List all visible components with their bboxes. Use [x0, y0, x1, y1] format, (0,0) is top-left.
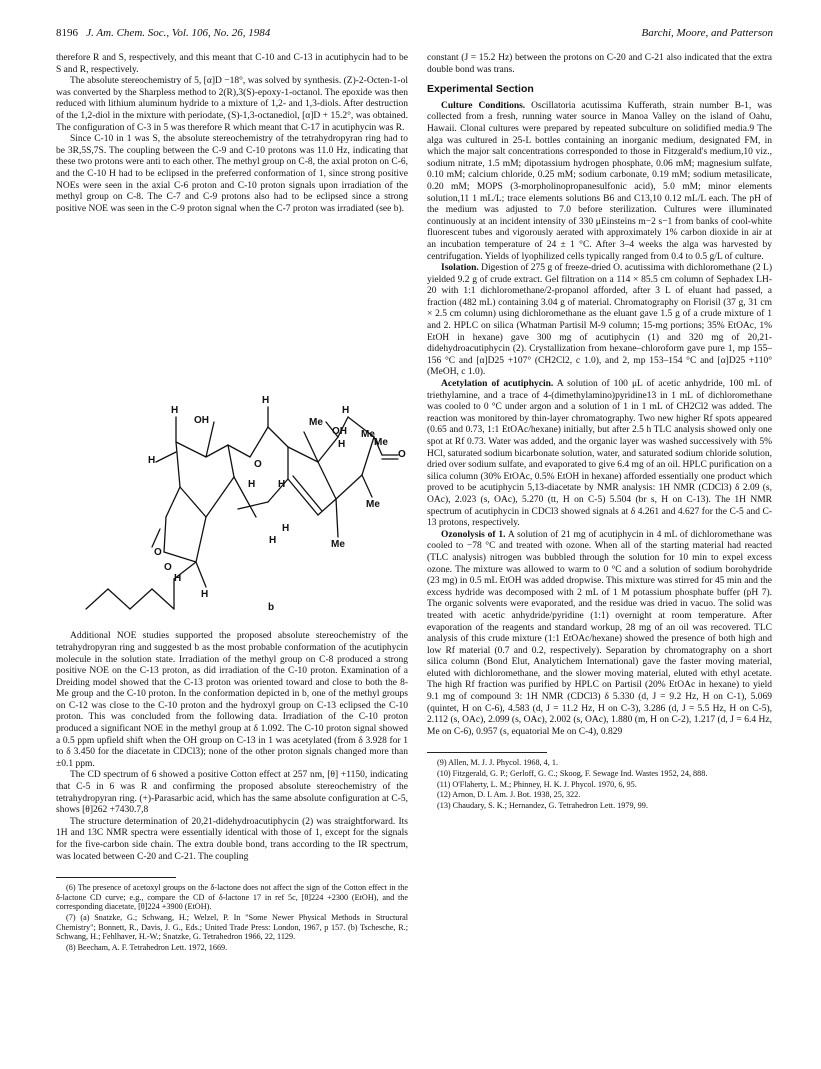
atom-label: O	[154, 547, 162, 559]
footnote: (13) Chaudary, S. K.; Hernandez, G. Tetrahedron Lett. 1979, 99.	[437, 800, 648, 810]
atom-label: Me	[309, 417, 323, 429]
footnote: (6) The presence of acetoxyl groups on the δ-lactone does not affect the sign of the Cotton effect in the δ-lactone CD curve; e.g., compare the CD of δ-lactone 17 in ref 5c, [θ]224 +2300 (EtOH), and the corresponding diacetate, [θ]224 +3900 (EtOH).	[56, 883, 408, 912]
footnote: (10) Fitzgerald, G. P.; Gerloff, G. C.; Skoog, F. Sewage Ind. Wastes 1952, 24, 888.	[437, 769, 708, 779]
footnote-rule	[56, 877, 176, 878]
right-column	[427, 53, 772, 811]
footnote: (11) O'Flaherty, L. M.; Phinney, H. K. J. Phycol. 1970, 6, 95.	[437, 779, 637, 789]
paragraph: therefore R and S, respectively, and this meant that C-10 and C-13 in acutiphycin had to be S and R, respectively.	[56, 53, 408, 75]
run-in-heading: Ozonolysis of 1.	[441, 529, 506, 540]
run-in-heading: Culture Conditions.	[441, 100, 526, 111]
atom-label: H	[248, 479, 256, 491]
atom-label: Me	[361, 429, 375, 441]
paragraph-text: Oscillatoria acutissima Kufferath, strain number B-1, was collected from a fresh, running water source in Manoa Valley on the island of Oahu, Hawaii. Clonal cultures were prepared by repeated subculture on solidified media.9 The alga was cultured in 25-L bottles containing an inorganic medium, designated FM, in which the major salt concentrations corresponded to those in Fitzgerald's medium,10 viz., sodium nitrate, 1.5 mM; dipotassium hydrogen phosphate, 0.06 mM; magnesium sulfate, 0.10 mM; calcium chloride, 0.25 mM; sodium carbonate, 0.19 mM; sodium metasilicate, 0.20 mM; MOPS (3-morpholinopropanesulfonic acid), 5.0 mM; minor elements solution,11 1 mL/L; trace elements solutions B6 and C13,10 0.12 mL/L each. The pH of the medium was adjusted to 7.0 before sterilization. Cultures were illuminated continuously at an incident intensity of 330 μEinsteins m−2 s−1 from banks of cool-white fluorescent tubes and vigorously aerated with approximately 1% carbon dioxide in air at an incubation temperature of 24 ± 1 °C. After 3–4 weeks the alga was harvested by centrifugation. Yields of lyophilized cells typically ranged from 0.4 to 0.5 g/L of culture.	[427, 100, 773, 262]
atom-label: H	[269, 535, 277, 547]
footnote: (8) Beecham, A. F. Tetrahedron Lett. 1972, 1669.	[66, 942, 228, 952]
atom-label: H	[338, 439, 346, 451]
paragraph	[427, 101, 772, 263]
atom-label: OH	[194, 415, 209, 427]
paragraph	[427, 379, 772, 530]
atom-label: O	[164, 562, 172, 574]
paragraph-text: A solution of 21 mg of acutiphycin in 4 mL of dichloromethane was cooled to −78 °C and treated with ozone. When all of the starting material had reacted (TLC analysis) nitrogen was bubbled through the solution for 10 min to expel excess ozone. The mixture was allowed to warm to 0 °C and a solution of sodium borohydride (23 mg) in 0.5 mL EtOH was added dropwise. This mixture was stirred for 45 min and the excess hydride was decomposed with 2 mL of 1 M potassium phosphate buffer (pH 7). The organic solvents were evaporated, and the residue was dried in vacuo. The solid was treated with acetic anhydride/pyridine (1:1) overnight at room temperature. After evaporation of the reagents and standard workup, 28 mg of an oil was recovered. TLC analysis of this crude mixture (1:1 EtOAc/hexane) showed the presence of both high and low Rf material (0.7 and 0.2, respectively). Separation by chromatography on a short silica column (Bond Elut, Analytichem International) gave the faster moving material, eluted with dichloromethane, and the slower moving material, eluted with ethyl acetate. The high Rf fraction was purified by HPLC on Partisil (20% EtOAc in hexane) to yield 9.1 mg of compound 3: 1H NMR (CDCl3) δ 5.330 (d, J = 9.2 Hz, H on C-1), 5.069 (quintet, H on C-6), 4.583 (d, J = 11.2 Hz, H on C-3), 3.286 (d, J = 5.5 Hz, H on C-5), 2.112 (s, OAc), 2.099 (s, OAc), 2.002 (s, OAc), 1.880 (m, H on C-2), 1.217 (d, J = 6.4 Hz, Me on C-6), 0.957 (s, equatorial Me on C-4), 0.829	[427, 529, 772, 737]
atom-label: OH	[332, 426, 347, 438]
paragraph-text: Digestion of 275 g of freeze-dried O. acutissima with dichloromethane (2 L) yielded 9.2 g of crude extract. Gel filtration on a 114 × 85.5 cm column of Sephadex LH-20 with 1:1 dichloromethane/2-propanol afforded, after 3 L of eluant had passed, a fraction (482 mL) containing 3.04 g of material. Chromatography on Florisil (37 g, 31 cm × 2.5 cm column) using dichloromethane as the eluant gave 1.5 g of a crude mixture of 1 and 2. HPLC on silica (Whatman Partisil M-9 column; 15-mg portions; 35% EtOAc, 1% EtOH in hexane) gave 300 mg of acutiphycin (1) and 320 mg of 20,21-didehydroacutiphycin (2). Crystallization from hexane–chloroform gave pure 1, mp 155–156 °C and [α]D25 +107° (CH2Cl2, c 1.0), and 2, mp 153–154 °C and [α]D25 +110° (MeOH, c 1.0).	[427, 263, 772, 378]
paragraph: Since C-10 in 1 was S, the absolute stereochemistry of the tetrahydropyran ring had to be 3R,5S,7S. The coupling between the C-9 and C-10 protons was 11.0 Hz, indicating that these two protons were anti to each other. The methyl group on C-8, the axial proton on C-6, and the C-10 H had to be eclipsed in the preferred conformation of 1, since strong positive NOEs were seen in the axial C-6 proton and C-10 proton signals upon irradiation of the methyl group on C-8. The C-7 and C-9 protons also had to be eclipsed since a strong positive NOE was seen in the C-9 proton signal when the C-7 proton was irradiated (see b).	[56, 134, 408, 214]
atom-label: Me	[366, 499, 380, 511]
journal-citation: J. Am. Chem. Soc., Vol. 106, No. 26, 1984	[86, 27, 271, 39]
left-column	[56, 53, 408, 953]
atom-label: Me	[374, 437, 388, 449]
atom-label: Me	[331, 539, 345, 551]
paragraph-text: A solution of 100 μL of acetic anhydride, 100 mL of triethylamine, and a trace of 4-(dimethylamino)pyridine13 in 1 mL of dichloromethane was cooled to 0 °C under argon and a solution of 1 in 1 mL of CH2Cl2 was added. The reaction was monitored by thin-layer chromatography. Two new higher Rf spots appeared (0.65 and 0.73, 1:1 EtOAc/hexane) initially, but after 2.5 h TLC analysis showed only one spot at Rf 0.73. Water was added, and the organic layer was washed successively with 5% HCl, saturated sodium bicarbonate solution, water, and saturated sodium chloride solution, dried over sodium sulfate, and evaporated to give 6.4 mg of an oil. HPLC purification on a silica column (30% EtOAc, 0.5% EtOH in hexane) afforded essentially one product which proved to be acutiphycin 5,13-diacetate by NMR analysis: 1H NMR (CDCl3) δ 2.09 (s, OAc), 2.023 (s, OAc), 5.270 (tt, H on C-5) 5.504 (br s, H on C-13). The 1H NMR spectrum of acutiphycin in CDCl3 showed signals at δ 4.261 and 4.627 for the C-5 and C-13 protons, respectively.	[427, 379, 772, 529]
section-heading: Experimental Section	[427, 83, 534, 96]
atom-label: H	[201, 589, 209, 601]
footnote-rule	[427, 752, 547, 753]
structure-label: b	[268, 602, 275, 614]
author-header: Barchi, Moore, and Patterson	[641, 27, 773, 39]
atom-label: H	[278, 479, 286, 491]
footnote: (12) Arnon, D. I. Am. J. Bot. 1938, 25, 322.	[437, 790, 581, 800]
footnote: (9) Allen, M. J. J. Phycol. 1968, 4, 1.	[437, 758, 558, 768]
structure-drawing	[56, 217, 408, 625]
atom-label: H	[171, 405, 179, 417]
paragraph: Additional NOE studies supported the proposed absolute stereochemistry of the tetrahydropyran ring and suggested b as the most probable conformation of the acutiphycin molecule in the solution state. Irradiation of the methyl group on C-8 produced a strong positive NOE on the C-13 proton, as did irradiation of the C-10 proton. Examination of a Dreiding model showed that the C-13 proton was oriented toward and close to both the 8-Me group and the C-10 proton. In the conformation depicted in b, one of the methyl groups on C-12 was close to the C-10 proton and the hydroxyl group on C-13 eclipsed the C-10 proton. This was concluded from the following data. Irradiation of the C-10 proton produced a significant NOE in the methyl group at δ 1.092. The C-10 proton signal showed a 0.5 ppm upfield shift when the OH group on C-13 in 1 was acetylated (from δ 3.928 for 1 to δ 3.450 for the diacetate in CDCl3); none of the other proton signals changed more than ±0.1 ppm.	[56, 631, 408, 769]
run-in-heading: Acetylation of acutiphycin.	[441, 379, 554, 390]
page-number: 8196	[56, 27, 78, 39]
atom-label: O	[254, 459, 262, 471]
running-header	[56, 27, 773, 43]
run-in-heading: Isolation.	[441, 263, 479, 274]
structure-figure-b	[56, 217, 408, 625]
paragraph: The CD spectrum of 6 showed a positive Cotton effect at 257 nm, [θ] +1150, indicating that C-5 in 6 was R and confirming the proposed absolute stereochemistry of the tetrahydropyran ring. (+)-Parasarbic acid, which has the same absolute configuration at C-5, shows [θ]262 +7430.7,8	[56, 770, 408, 816]
paragraph	[427, 530, 772, 739]
paragraph	[427, 263, 772, 379]
atom-label: H	[282, 523, 290, 535]
paragraph: The structure determination of 20,21-didehydroacutiphycin (2) was straightforward. Its 1H and 13C NMR spectra were essentially identical with those of 1, except for the signals for the five-carbon side chain. The extra double bond, trans according to the IR spectrum, was located between C-20 and C-21. The coupling	[56, 816, 408, 862]
paragraph: constant (J = 15.2 Hz) between the protons on C-20 and C-21 also indicated that the extra double bond was trans.	[427, 53, 772, 75]
atom-label: H	[174, 573, 182, 585]
footnote: (7) (a) Snatzke, G.; Schwang, H.; Welzel, P. In "Some Newer Physical Methods in Structural Chemistry"; Bonnett, R., Davis, J. G., Eds.; United Trade Press: London, 1967, p 157. (b) Tschesche, R.; Schwang, H.; Fehlhaver, H.-W.; Snatzke, G. Tetrahedron 1966, 22, 1129.	[56, 912, 408, 942]
atom-label: H	[342, 405, 350, 417]
atom-label: H	[148, 455, 156, 467]
atom-label: O	[398, 449, 406, 461]
atom-label: H	[262, 395, 270, 407]
paragraph: The absolute stereochemistry of 5, [α]D −18°, was solved by synthesis. (Z)-2-Octen-1-ol was converted by the Sharpless method to 2(R),3(S)-epoxy-1-octanol. The epoxide was then reduced with lithium aluminum hydride to a mixture of 1,2- and 1,3-diols. After destruction of the 1,2-diol in the mixture with periodate, (S)-1,3-octanediol, [α]D + 15.2°, was obtained. The configuration of C-3 in 5 was therefore R which meant that C-17 in acutiphycin was R.	[56, 76, 408, 133]
right-footnotes	[427, 752, 772, 810]
